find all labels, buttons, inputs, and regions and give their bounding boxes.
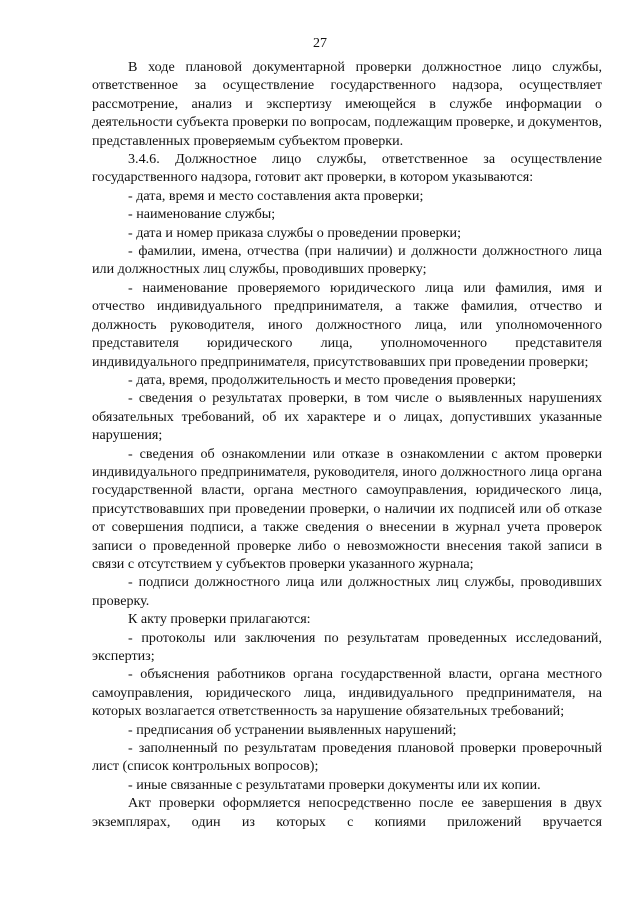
- paragraph: 3.4.6. Должностное лицо службы, ответственное за осуществление государственного надзора, готовит акт проверки, в котором указываются:: [92, 151, 602, 186]
- paragraph: В ходе плановой документарной проверки должностное лицо службы, ответственное за осуществление государственного надзора, осуществляет рассмотрение, анализ и экспертизу имеющейся в службе информации о деятельности субъекта проверки по вопросам, подлежащим проверке, и документов, представленных проверяемым субъектом проверки.: [92, 59, 602, 149]
- list-item: - предписания об устранении выявленных нарушений;: [128, 721, 457, 738]
- list-item: - заполненный по результатам проведения плановой проверки проверочный лист (список контрольных вопросов);: [92, 740, 602, 775]
- list-item: - объяснения работников органа государственной власти, органа местного самоуправления, юридического лица, индивидуального предпринимателя, на которых возлагается ответственность за нарушение обязательных требований;: [92, 666, 602, 720]
- list-item: - дата и номер приказа службы о проведении проверки;: [128, 224, 461, 241]
- list-item: - наименование службы;: [128, 206, 276, 223]
- list-item: - фамилии, имена, отчества (при наличии) и должности должностного лица или должностных лиц службы, проводивших проверку;: [92, 243, 602, 278]
- page-number: 27: [313, 36, 327, 51]
- paragraph: Акт проверки оформляется непосредственно после ее завершения в двух экземплярах, один из которых с копиями приложений вручается: [92, 795, 602, 830]
- list-item: - наименование проверяемого юридического лица или фамилия, имя и отчество индивидуального предпринимателя, а также фамилия, отчество и должность руководителя, иного должностного лица, или уполномоченного представителя юридического лица, уполномоченного представителя индивидуального предпринимателя, присутствовавших при проведении проверки;: [92, 279, 602, 370]
- paragraph: К акту проверки прилагаются:: [128, 611, 311, 628]
- list-item: - подписи должностного лица или должностных лиц службы, проводивших проверку.: [92, 574, 602, 609]
- list-item: - дата, время и место составления акта проверки;: [128, 187, 424, 204]
- document-body: [92, 58, 602, 831]
- list-item: - сведения о результатах проверки, в том числе о выявленных нарушениях обязательных требований, об их характере и о лицах, допустивших указанные нарушения;: [92, 390, 602, 444]
- list-item: - иные связанные с результатами проверки документы или их копии.: [128, 776, 541, 793]
- list-item: - протоколы или заключения по результатам проведенных исследований, экспертиз;: [92, 629, 602, 664]
- list-item: - сведения об ознакомлении или отказе в ознакомлении с актом проверки индивидуального предпринимателя, руководителя, иного должностного лица органа государственной власти, органа местного самоуправления, юридического лица, присутствовавших при проведении проверки, о наличии их подписей или об отказе от совершения подписи, а также сведения о внесении в журнал учета проверок записи о проведенной проверке либо о невозможности внесения такой записи в связи с отсутствием у субъектов проверки указанного журнала;: [92, 445, 602, 572]
- list-item: - дата, время, продолжительность и место проведения проверки;: [128, 371, 517, 388]
